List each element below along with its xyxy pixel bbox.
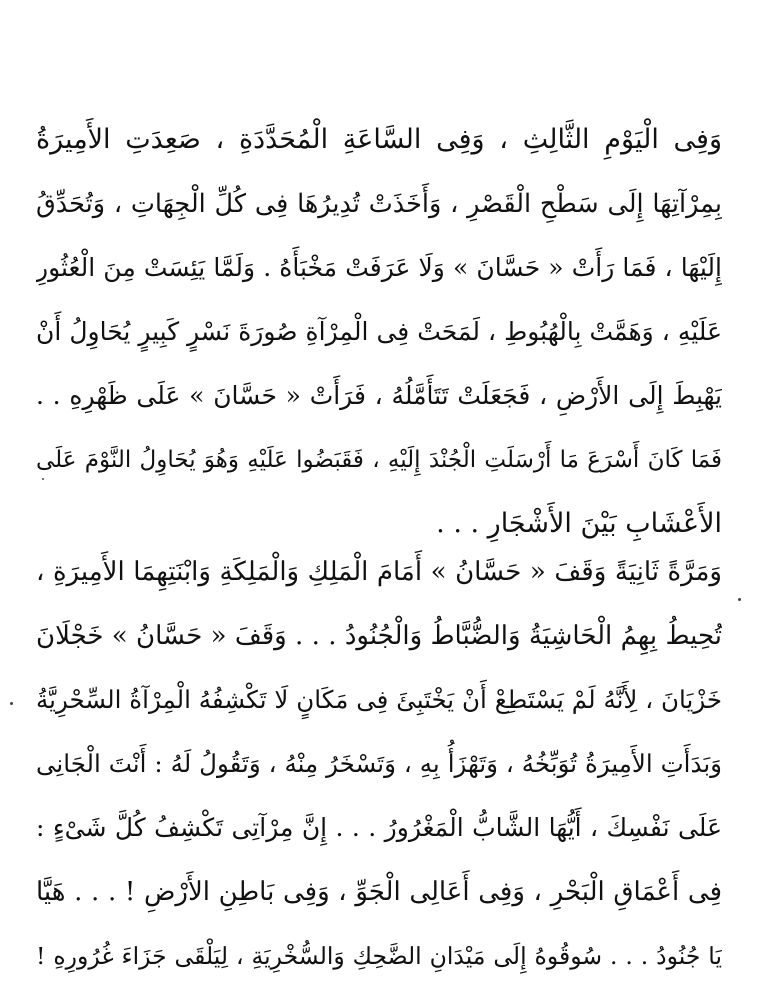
- text-line: وَمَرَّةً ثَانِيَةً وَقَفَ « حَسَّانُ » أَمَامَ الْمَلِكِ وَالْمَلِكَةِ وَابْنَتِهِمَا الأَمِيرَةِ ،: [36, 557, 722, 587]
- text-line: فِى أَعْمَاقِ الْبَحْرِ ، وَفِى أَعَالِى الْجَوِّ ، وَفِى بَاطِنِ الأَرْضِ ! . . . هَيَّا: [36, 877, 722, 907]
- text-line: وَبَدَأَتِ الأَمِيرَةُ تُوَبِّخُهُ ، وَتَهْزَأُ بِهِ ، وَتَسْخَرُ مِنْهُ ، وَتَقُولُ لَهُ : أَنْتَ الْجَانِى: [36, 749, 722, 778]
- text-line: الأَعْشَابِ بَيْنَ الأَشْجَارِ . . .: [436, 508, 722, 539]
- text-line: عَلَيْهِ ، وَهَمَّتْ بِالْهُبُوطِ ، لَمَحَتْ فِى الْمِرْآةِ صُورَةَ نَسْرٍ كَبِيرٍ يُحَاوِلُ أَنْ: [36, 317, 722, 346]
- text-line: يَا جُنُودُ . . . سُوقُوهُ إِلَى مَيْدَانِ الضَّحِكِ وَالسُّخْرِيَةِ ، لِيَلْقَى جَزَاءَ غُرُورِهِ !: [36, 942, 722, 970]
- text-line: فَمَا كَانَ أَسْرَعَ مَا أَرْسَلَتِ الْجُنْدَ إِلَيْهِ ، فَقَبَضُوا عَلَيْهِ وَهُوَ يُحَاوِلُ النَّوْمَ عَلَى: [36, 447, 722, 473]
- text-line: يَهْبِطَ إِلَى الأَرْضِ ، فَجَعَلَتْ تَتَأَمَّلُهُ ، فَرَأَتْ « حَسَّانَ » عَلَى ظَهْرِهِ . .: [36, 381, 722, 410]
- text-line: إِلَيْهَا ، فَمَا رَأَتْ « حَسَّانَ » وَلَا عَرَفَتْ مَخْبَأَهُ . وَلَمَّا يَئِسَتْ مِنَ الْعُثُورِ: [36, 253, 722, 282]
- scan-speck: [738, 598, 741, 601]
- scan-speck: [42, 478, 44, 480]
- paragraph-1: [36, 108, 722, 556]
- text-line: وَفِى الْيَوْمِ الثَّالِثِ ، وَفِى السَّاعَةِ الْمُحَدَّدَةِ ، صَعِدَتِ الأَمِيرَةُ: [36, 124, 722, 155]
- text-line: خَزْيَانَ ، لِأَنَّهُ لَمْ يَسْتَطِعْ أَنْ يَخْتَبِئَ فِى مَكَانٍ لَا تَكْشِفُهُ الْمِرْآةُ السِّحْرِيَّةُ: [36, 685, 722, 714]
- scan-speck: [10, 702, 13, 705]
- text-line: تُحِيطُ بِهِمُ الْحَاشِيَةُ وَالضُّبَّاطُ وَالْجُنُودُ . . . وَقَفَ « حَسَّانُ » خَجْلَانَ: [36, 621, 722, 651]
- text-line: بِمِرْآتِهَا إِلَى سَطْحِ الْقَصْرِ ، وَأَخَذَتْ تُدِيرُهَا فِى كُلِّ الْجِهَاتِ ، وَتُحَدِّقُ: [36, 189, 722, 219]
- text-line: عَلَى نَفْسِكَ ، أَيُّهَا الشَّابُّ الْمَغْرُورُ . . . إِنَّ مِرْآتِى تَكْشِفُ كُلَّ شَىْءٍ :: [36, 813, 722, 842]
- paragraph-2: [36, 540, 722, 988]
